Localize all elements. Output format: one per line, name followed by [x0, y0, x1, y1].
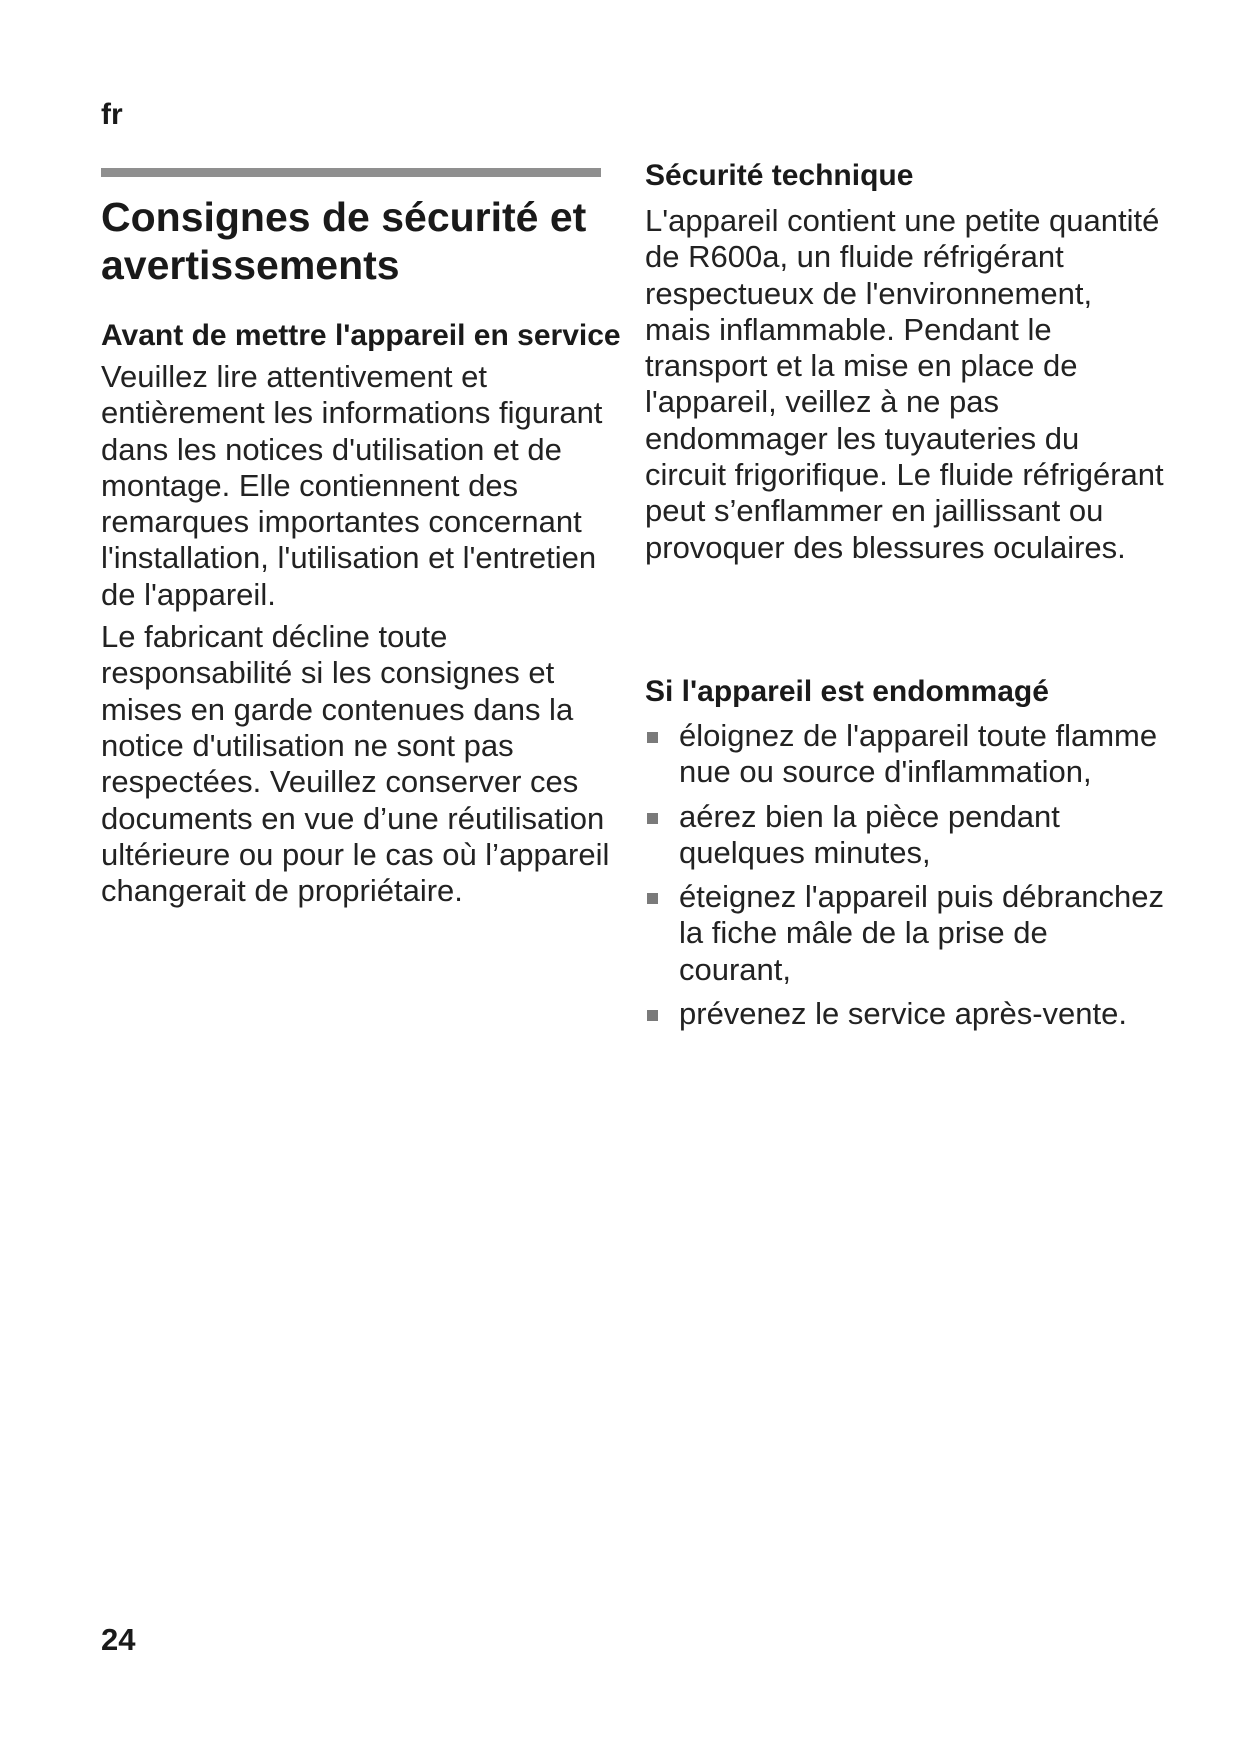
list-item-text: prévenez le service après-vente.: [679, 996, 1128, 1032]
square-bullet-icon: [647, 893, 658, 904]
list-item: [645, 718, 1165, 791]
technical-safety-section: [645, 158, 1165, 566]
list-item-text: éloignez de l'appareil toute flamme nue ou source d'inflammation,: [679, 718, 1158, 790]
language-code: fr: [101, 98, 123, 131]
paragraph-technical-safety: L'appareil contient une petite quantité de R600a, un fluide réfrigérant respectueux de l'environnement, mais inflammable. Pendant le transport et la mise en place de l'appareil, veillez à ne pas endommager les tuyauteries du circuit frigorifique. Le fluide réfrigérant peut s’enflammer en jaillissant ou provoquer des blessures oculaires.: [645, 203, 1164, 565]
page-number: 24: [101, 1622, 136, 1657]
list-item: [645, 799, 1165, 872]
list-item-text: éteignez l'appareil puis débranchez la fiche mâle de la prise de courant,: [679, 879, 1165, 987]
square-bullet-icon: [647, 732, 658, 743]
paragraph-read-instructions: Veuillez lire attentivement et entièrement les informations figurant dans les notices d'utilisation et de montage. Elle contiennent des remarques importantes concernant l'installation, l'utilisation et l'entretien de l'appareil.: [101, 359, 603, 612]
square-bullet-icon: [647, 1010, 658, 1021]
damaged-instructions-list: [645, 718, 1165, 1032]
page-title: Consignes de sécurité et avertissements: [101, 194, 587, 288]
list-item: [645, 879, 1165, 988]
list-item-text: aérez bien la pièce pendant quelques minutes,: [679, 798, 1060, 870]
paragraph-liability: Le fabricant décline toute responsabilité si les consignes et mises en garde contenues dans la notice d'utilisation ne sont pas respectées. Veuillez conserver ces documents en vue d’une réutilisation ultérieure ou pour le cas où l’appareil changerait de propriétaire.: [101, 619, 610, 909]
section-heading-technical-safety: Sécurité technique: [645, 159, 914, 192]
section-heading-before-use: Avant de mettre l'appareil en service: [101, 319, 621, 352]
title-rule: [101, 168, 601, 177]
left-column: [101, 318, 621, 909]
section-heading-damaged: Si l'appareil est endommagé: [645, 675, 1049, 708]
square-bullet-icon: [647, 813, 658, 824]
damaged-appliance-section: [645, 674, 1165, 1040]
list-item: [645, 996, 1165, 1032]
